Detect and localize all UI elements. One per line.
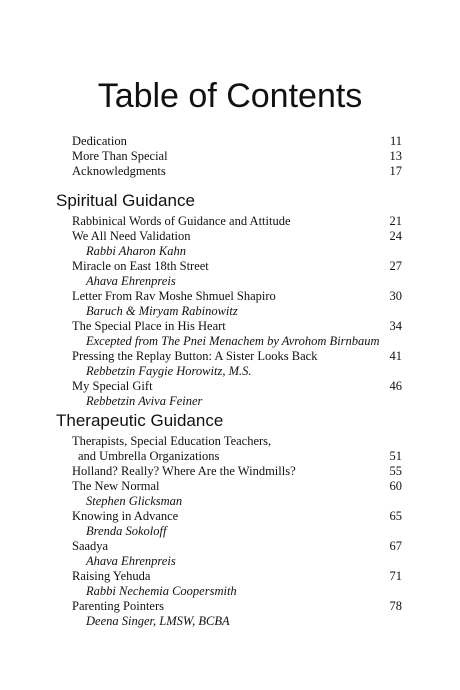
therapeutic-list bbox=[72, 434, 402, 629]
toc-page-number: 55 bbox=[389, 464, 402, 478]
section-heading-therapeutic: Therapeutic Guidance bbox=[56, 411, 224, 430]
toc-entry[interactable] bbox=[72, 259, 402, 289]
toc-entry[interactable] bbox=[72, 349, 402, 379]
toc-page-number: 71 bbox=[389, 569, 402, 583]
toc-entry-author: Deena Singer, LMSW, BCBA bbox=[86, 614, 230, 628]
toc-entry-title: Parenting Pointers bbox=[72, 599, 165, 613]
toc-page-number: 24 bbox=[389, 229, 402, 243]
toc-entry[interactable] bbox=[72, 289, 402, 319]
toc-entry[interactable] bbox=[72, 509, 402, 539]
toc-entry-title: Rabbinical Words of Guidance and Attitude bbox=[72, 214, 291, 228]
toc-entry-title: Knowing in Advance bbox=[72, 509, 179, 523]
toc-entry-title: Holland? Really? Where Are the Windmills? bbox=[72, 464, 296, 478]
toc-entry-title: Therapists, Special Education Teachers, bbox=[72, 434, 272, 448]
toc-entry[interactable] bbox=[72, 214, 402, 229]
toc-entry-author: Rebbetzin Aviva Feiner bbox=[86, 394, 203, 408]
front-matter-list bbox=[72, 134, 402, 179]
toc-page-number: 41 bbox=[389, 349, 402, 363]
toc-entry-author: Rabbi Nechemia Coopersmith bbox=[86, 584, 237, 598]
toc-entry-author: Excepted from The Pnei Menachem by Avrohom Birnbaum bbox=[86, 334, 380, 348]
toc-entry[interactable] bbox=[72, 229, 402, 259]
toc-entry-author: Brenda Sokoloff bbox=[86, 524, 167, 538]
toc-entry-dedication[interactable] bbox=[72, 134, 402, 149]
toc-page-number: 46 bbox=[389, 379, 402, 393]
toc-page-number: 17 bbox=[389, 164, 402, 178]
toc-entry[interactable] bbox=[72, 379, 402, 409]
toc-entry[interactable] bbox=[72, 569, 402, 599]
toc-entry-acknowledgments[interactable] bbox=[72, 164, 402, 179]
toc-entry[interactable] bbox=[72, 599, 402, 629]
section-heading-spiritual: Spiritual Guidance bbox=[56, 191, 195, 210]
toc-entry-author: Ahava Ehrenpreis bbox=[86, 554, 176, 568]
page-title: Table of Contents bbox=[97, 77, 363, 115]
toc-entry[interactable] bbox=[72, 434, 402, 464]
toc-entry-title: My Special Gift bbox=[72, 379, 153, 393]
toc-entry-author: Rabbi Aharon Kahn bbox=[86, 244, 187, 258]
toc-entry-title: Miracle on East 18th Street bbox=[72, 259, 209, 273]
toc-entry[interactable] bbox=[72, 479, 402, 509]
toc-page-number: 11 bbox=[389, 134, 402, 148]
toc-entry-author: Stephen Glicksman bbox=[86, 494, 183, 508]
toc-entry-author: Ahava Ehrenpreis bbox=[86, 274, 176, 288]
toc-entry-title: We All Need Validation bbox=[72, 229, 191, 243]
toc-entry-title: Pressing the Replay Button: A Sister Looks Back bbox=[72, 349, 318, 363]
toc-entry[interactable] bbox=[72, 539, 402, 569]
toc-page-number: 51 bbox=[389, 449, 402, 463]
toc-page-number: 34 bbox=[389, 319, 402, 333]
toc-page-number: 30 bbox=[389, 289, 402, 303]
toc-page-number: 67 bbox=[389, 539, 402, 553]
toc-page-number: 60 bbox=[389, 479, 402, 493]
spiritual-list bbox=[72, 214, 402, 409]
toc-page-number: 13 bbox=[389, 149, 402, 163]
toc-page-number: 65 bbox=[389, 509, 402, 523]
toc-page-number: 27 bbox=[389, 259, 402, 273]
toc-entry-author: Baruch & Miryam Rabinowitz bbox=[86, 304, 238, 318]
toc-entry-title: The Special Place in His Heart bbox=[72, 319, 226, 333]
toc-entry-title: Raising Yehuda bbox=[72, 569, 151, 583]
toc-entry-more-than-special[interactable] bbox=[72, 149, 402, 164]
toc-entry-title: Letter From Rav Moshe Shmuel Shapiro bbox=[72, 289, 276, 303]
toc-entry-title: More Than Special bbox=[72, 149, 168, 163]
toc-entry-title: Dedication bbox=[72, 134, 127, 148]
toc-page-number: 21 bbox=[389, 214, 402, 228]
toc-entry-author: Rebbetzin Faygie Horowitz, M.S. bbox=[86, 364, 252, 378]
toc-entry[interactable] bbox=[72, 319, 402, 349]
toc-entry-title-continued: and Umbrella Organizations bbox=[78, 449, 220, 463]
toc-entry-title: The New Normal bbox=[72, 479, 160, 493]
toc-entry[interactable] bbox=[72, 464, 402, 479]
toc-entry-title: Saadya bbox=[72, 539, 109, 553]
toc-entry-title: Acknowledgments bbox=[72, 164, 166, 178]
toc-page-number: 78 bbox=[389, 599, 402, 613]
